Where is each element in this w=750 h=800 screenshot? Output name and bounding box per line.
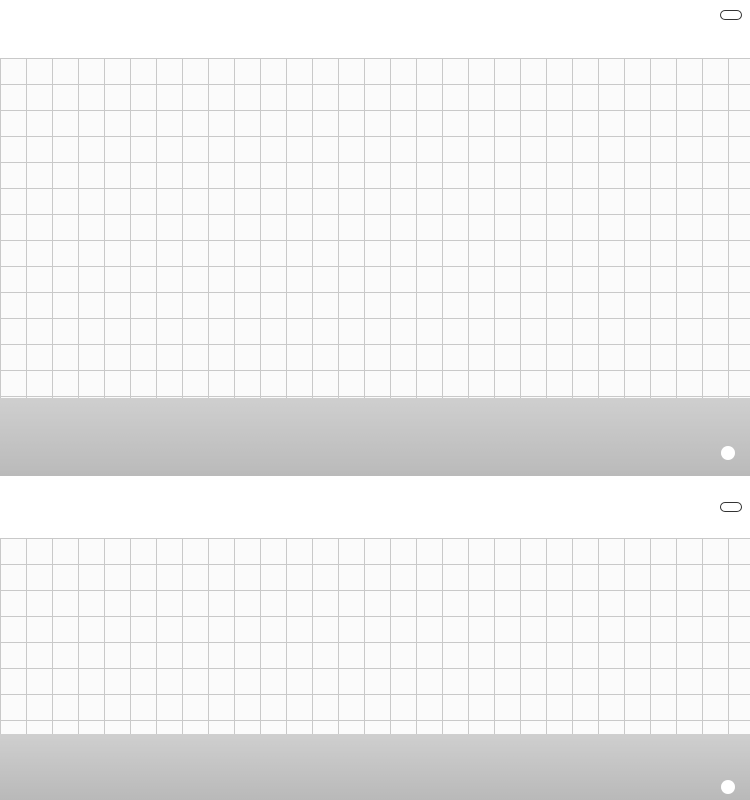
hooks-horizontal-illustration [0,480,750,736]
ruler-ticks [0,734,750,762]
ruler-ticks [0,398,750,428]
ruler-hole [721,780,735,794]
ruler [0,398,750,480]
ruler [0,734,750,800]
ruler-hole [721,446,735,460]
bottom-panel [0,480,750,800]
